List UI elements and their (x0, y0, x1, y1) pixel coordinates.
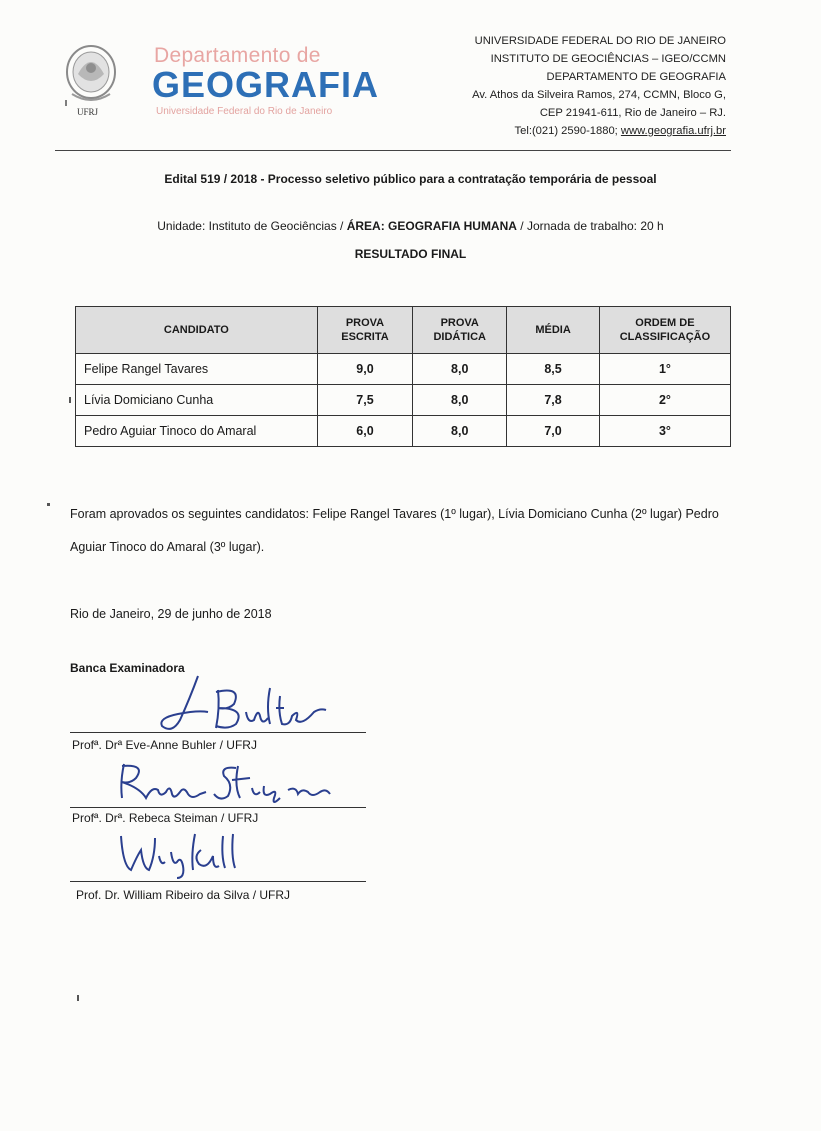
table-header-row (76, 307, 731, 354)
signature-line (70, 807, 366, 808)
header-prova-escrita: PROVA ESCRITA (317, 307, 412, 354)
unit-suffix: / Jornada de trabalho: 20 h (516, 219, 664, 233)
address-line: INSTITUTO DE GEOCIÊNCIAS – IGEO/CCMN (490, 53, 726, 65)
cell-media: 7,0 (507, 416, 600, 447)
banca-heading: Banca Examinadora (70, 661, 185, 675)
signature-line (70, 732, 366, 733)
cell-media: 7,8 (507, 385, 600, 416)
telephone: Tel:(021) 2590-1880; (514, 125, 621, 137)
cell-ordem: 3° (599, 416, 730, 447)
cell-ordem: 1° (599, 354, 730, 385)
address-line: UNIVERSIDADE FEDERAL DO RIO DE JANEIRO (474, 35, 726, 47)
logo-line-departamento: Departamento de (154, 44, 321, 67)
examiner-name: Profª. Drª Eve-Anne Buhler / UFRJ (72, 738, 257, 752)
cell-prova-escrita: 7,5 (317, 385, 412, 416)
header-media: MÉDIA (507, 307, 600, 354)
logo-line-university: Universidade Federal do Rio de Janeiro (156, 106, 333, 117)
contact-line (472, 122, 726, 140)
address-line: Av. Athos da Silveira Ramos, 274, CCMN, Bloco G, (472, 89, 726, 101)
address-block (472, 32, 726, 140)
cell-prova-didatica: 8,0 (413, 385, 507, 416)
cell-media: 8,5 (507, 354, 600, 385)
results-table (75, 306, 731, 447)
website-link[interactable]: www.geografia.ufrj.br (620, 125, 726, 137)
examiner-name: Profª. Drª. Rebeca Steiman / UFRJ (72, 811, 259, 825)
cell-candidate-name: Pedro Aguiar Tinoco do Amaral (76, 416, 318, 447)
ufrj-seal (60, 44, 122, 120)
approved-candidates-paragraph: Foram aprovados os seguintes candidatos: Felipe Rangel Tavares (1º lugar), Lívia Domiciano Cunha (2º lugar) Pedro Aguiar Tinoco do Amaral (3º lugar). (70, 507, 719, 554)
signature-image (110, 758, 340, 808)
header-candidato: CANDIDATO (76, 307, 318, 354)
cell-candidate-name: Lívia Domiciano Cunha (76, 385, 318, 416)
table-row (76, 354, 731, 385)
result-heading: RESULTADO FINAL (354, 247, 467, 261)
scan-mark (69, 397, 71, 403)
header-ordem: ORDEM DE CLASSIFICAÇÃO (599, 307, 730, 354)
unit-line (0, 219, 821, 233)
area-label: ÁREA: GEOGRAFIA HUMANA (346, 219, 517, 233)
header-divider (55, 150, 731, 151)
scan-mark (47, 503, 50, 506)
cell-candidate-name: Felipe Rangel Tavares (76, 354, 318, 385)
cell-ordem: 2° (599, 385, 730, 416)
table-row (76, 385, 731, 416)
examiner-name: Prof. Dr. William Ribeiro da Silva / UFRJ (76, 888, 291, 902)
cell-prova-escrita: 6,0 (317, 416, 412, 447)
unit-prefix: Unidade: Instituto de Geociências / (157, 219, 347, 233)
cell-prova-didatica: 8,0 (413, 354, 507, 385)
signature-line (70, 881, 366, 882)
header-prova-didatica: PROVA DIDÁTICA (413, 307, 507, 354)
signature-image (115, 826, 245, 882)
document-title: Edital 519 / 2018 - Processo seletivo público para a contratação temporária de pessoal (164, 172, 657, 186)
cell-prova-escrita: 9,0 (317, 354, 412, 385)
seal-label: UFRJ (77, 107, 99, 117)
logo-line-geografia: GEOGRAFIA (152, 64, 380, 105)
address-line: CEP 21941-611, Rio de Janeiro – RJ. (539, 107, 726, 119)
address-line: DEPARTAMENTO DE GEOGRAFIA (546, 71, 726, 83)
cell-prova-didatica: 8,0 (413, 416, 507, 447)
department-logo (152, 44, 382, 120)
table-row (76, 416, 731, 447)
signature-image (150, 668, 350, 738)
scan-mark (77, 995, 79, 1001)
document-date: Rio de Janeiro, 29 de junho de 2018 (70, 607, 272, 621)
